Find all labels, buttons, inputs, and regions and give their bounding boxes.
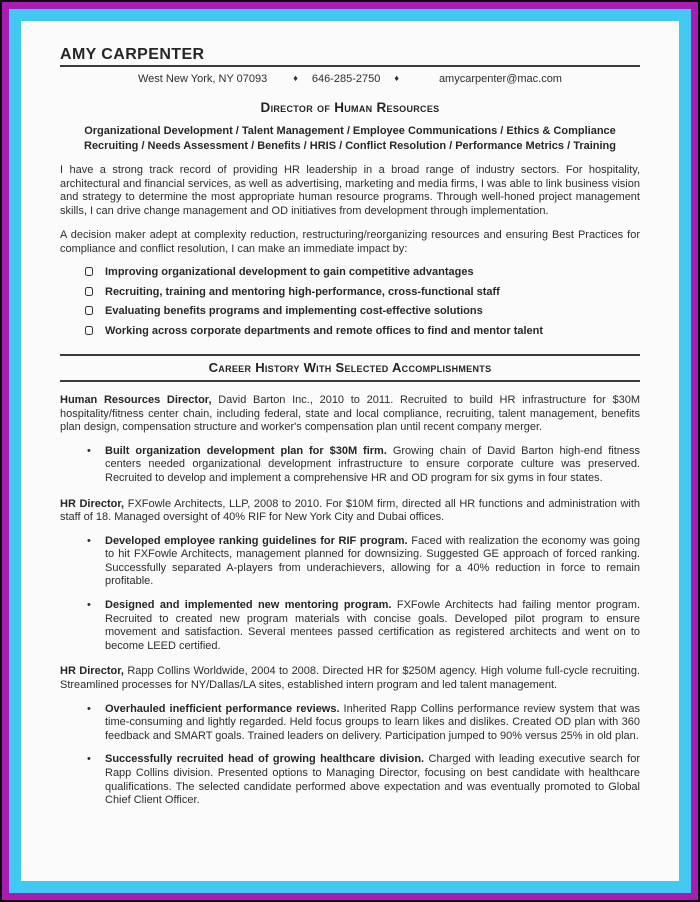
impact-bullet-text: Recruiting, training and mentoring high-performance, cross-functional staff — [105, 285, 500, 298]
contact-email: amycarpenter@mac.com — [438, 73, 562, 85]
job-intro — [60, 394, 640, 435]
impact-bullet-list — [60, 265, 640, 340]
summary-paragraph: I have a strong track record of providing HR leadership in a broad range of industry sectors. For hospitality, architectural and financial services, as well as advertising, marketing and media firms, I was able to link business vision and strategy to determine the most appropriate human resource programs. Through well-honed project management skills, I can drive change management and OD initiatives from development through implementation. — [60, 164, 640, 217]
impact-bullet — [60, 304, 640, 321]
contact-phone: 646-285-2750 — [311, 73, 381, 85]
resume-title: Director of Human Resources — [260, 100, 440, 115]
job-role: HR Director, — [60, 497, 125, 510]
job-accomplishment — [60, 599, 640, 653]
accomplishment-detail: Charged with leading executive search for Rapp Collins division. Presented options to Managing Director, focusing on best candidate with healthcare qualifications. The selected candidate performed above expectation and was eventually promoted to Global Chief Client Officer. — [105, 753, 640, 807]
job-accomplishment-text — [105, 703, 640, 744]
job-intro — [60, 498, 640, 525]
candidate-name: AMY CARPENTER — [60, 46, 205, 63]
resume-page — [21, 21, 679, 881]
checkbox-bullet-icon — [85, 287, 93, 296]
accomplishment-lead: Built organization development plan for $30M firm. — [105, 444, 387, 457]
impact-bullet-text: Improving organizational development to gain competitive advantages — [105, 266, 474, 279]
accomplishment-lead: Successfully recruited head of growing healthcare division. — [105, 753, 425, 766]
job-summary: Rapp Collins Worldwide, 2004 to 2008. Directed HR for $250M agency. High volume full-cycle recruiting. Streamlined processes for NY/Dallas/LA sites, established intern program and led talent management. — [60, 665, 640, 692]
round-bullet-icon: • — [87, 599, 91, 612]
checkbox-bullet-icon — [85, 326, 93, 335]
round-bullet-icon: • — [87, 444, 91, 457]
impact-bullet-text: Evaluating benefits programs and implementing cost-effective solutions — [105, 305, 483, 318]
job-accomplishment — [60, 535, 640, 589]
job-accomplishment-text — [105, 599, 640, 653]
checkbox-bullet-icon — [85, 306, 93, 315]
job-intro — [60, 665, 640, 692]
accomplishment-detail: FXFowle Architects had failing mentor program. Recruited to created new program materials with concise goals. Developed pilot program to ensure movement and satisfaction. Several mentees passed certification as registered architects and went on to become LEED certified. — [105, 599, 641, 652]
keyword-line: Recruiting / Needs Assessment / Benefits / HRIS / Conflict Resolution / Performance Metrics / Training — [84, 139, 616, 152]
checkbox-bullet-icon — [85, 267, 93, 276]
contact-location: West New York, NY 07093 — [138, 73, 268, 85]
job-role: HR Director, — [60, 665, 124, 678]
keyword-summary — [60, 124, 640, 153]
job-accomplishment-text — [105, 753, 640, 807]
job-summary: David Barton Inc., 2010 to 2011. Recruited to build HR infrastructure for $30M hospitality/fitness center chain, including federal, state and local compliance, recruiting, talent management, benefits plan design, compensation structure and worker's compensation plan until recent company merger. — [60, 393, 640, 434]
round-bullet-icon: • — [87, 753, 91, 766]
impact-bullet — [60, 265, 640, 282]
round-bullet-icon: • — [87, 702, 91, 715]
diamond-separator-icon: ♦ — [293, 73, 298, 83]
diamond-separator-icon: ♦ — [394, 73, 399, 83]
accomplishment-detail: Inherited Rapp Collins performance review system that was time-consuming and lightly regarded. Held focus groups to learn likes and dislikes. Created OD plan with 360 feedback and SMART goals. Trained leaders on delivery. Participation jumped to 90% versus 25% in old plan. — [105, 702, 640, 742]
accomplishment-detail: Growing chain of David Barton high-end fitness centers needed organizational development infrastructure to ensure corporate culture was preserved. Recruited to develop and implement a comprehensive HR and OD program for six gyms in four states. — [105, 444, 641, 484]
accomplishment-lead: Developed employee ranking guidelines for RIF program. — [105, 534, 408, 547]
impact-bullet-text: Working across corporate departments and remote offices to find and mentor talent — [105, 324, 544, 337]
impact-bullet — [60, 284, 640, 301]
header-divider — [60, 65, 640, 67]
keyword-line: Organizational Development / Talent Management / Employee Communications / Ethics & Compliance — [84, 125, 616, 137]
accomplishment-lead: Designed and implemented new mentoring program. — [105, 599, 392, 612]
cyan-border — [9, 9, 691, 893]
job-summary: FXFowle Architects, LLP, 2008 to 2010. For $10M firm, directed all HR functions and administration with staff of 18. Managed oversight of 40% RIF for New York City and Dubai offices. — [60, 497, 641, 524]
magenta-border — [2, 2, 698, 900]
job-accomplishment-text — [105, 445, 640, 486]
contact-line — [60, 73, 640, 86]
job-accomplishment — [60, 753, 640, 807]
job-role: Human Resources Director, — [60, 393, 212, 406]
job-accomplishment — [60, 445, 640, 486]
job-accomplishment — [60, 703, 640, 744]
career-section-heading: Career History With Selected Accomplishments — [60, 354, 640, 382]
round-bullet-icon: • — [87, 534, 91, 547]
accomplishment-detail: Faced with realization the economy was going to hit FXFowle Architects, management planned for downsizing. Suggested GE approach of forced ranking. Successfully separated A-players from underachievers, allowing for a 40% reduction in force to remain profitable. — [105, 534, 640, 588]
impact-bullet — [60, 323, 640, 340]
job-accomplishment-text — [105, 535, 640, 589]
accomplishment-lead: Overhauled inefficient performance reviews. — [105, 702, 340, 715]
summary-paragraph: A decision maker adept at complexity reduction, restructuring/reorganizing resources and ensuring Best Practices for compliance and conflict resolution, I can make an immediate impact by: — [60, 229, 640, 255]
